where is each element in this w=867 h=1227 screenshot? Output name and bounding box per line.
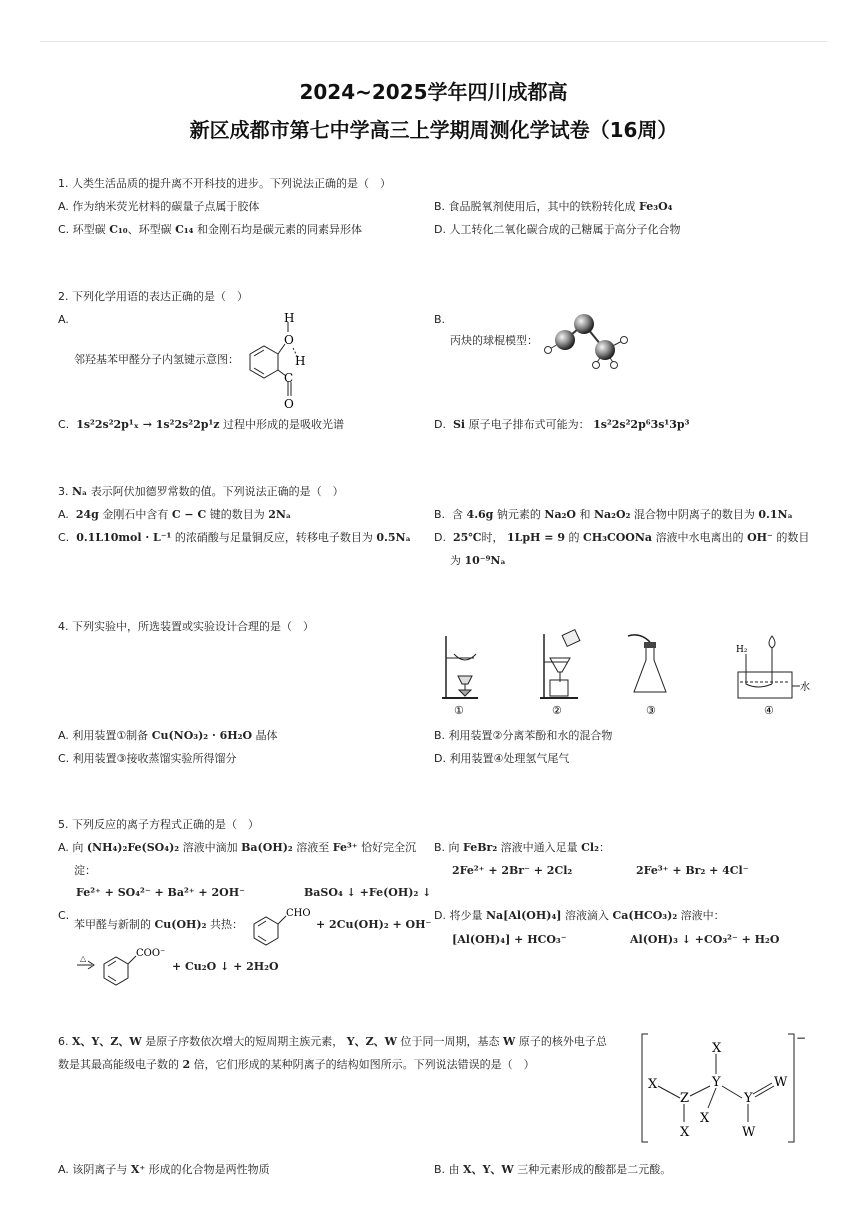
q1-option-b: B. 食品脱氧剂使用后，其中的铁粉转化成 Fe₃O₄ xyxy=(434,200,673,213)
atom-y-right: Y xyxy=(744,1091,753,1106)
h2-label: H₂ xyxy=(736,645,748,655)
q1-option-c: C. 环型碳 C₁₀、环型碳 C₁₄ 和金刚石均是碳元素的同素异形体 xyxy=(58,223,362,236)
q6-option-b: B. 由 X、Y、W 三种元素形成的酸都是二元酸。 xyxy=(434,1163,672,1176)
water-label: 水 xyxy=(800,682,810,693)
atom-y-center: Y xyxy=(712,1075,721,1090)
apparatus-label-3: ③ xyxy=(646,704,656,717)
anion-structure-diagram xyxy=(636,1030,812,1150)
q5-b-equation-right: 2Fe³⁺ + Br₂ + 4Cl⁻ xyxy=(636,864,749,877)
q2-option-b-text: 丙炔的球棍模型： xyxy=(450,334,538,347)
q2-stem: 2. 下列化学用语的表达正确的是（ ） xyxy=(58,290,248,303)
apparatus-label-2: ② xyxy=(552,704,562,717)
q6-stem-line1: 6. X、Y、Z、W 是原子序数依次增大的短周期主族元素， Y、Z、W 位于同一周期，基态 W 原子的核外电子总 xyxy=(58,1035,607,1048)
coo-label: COO⁻ xyxy=(136,948,166,959)
q3-option-a: A. 24g 金刚石中含有 C − C 键的数目为 2Nₐ xyxy=(58,508,292,521)
q4-stem: 4. 下列实验中，所选装置或实验设计合理的是（ ） xyxy=(58,620,314,633)
q3-option-d-cont: 为 10⁻⁹Nₐ xyxy=(450,554,506,567)
atom-z: Z xyxy=(680,1091,690,1106)
q5-option-a-cont: 淀： xyxy=(74,864,96,877)
q5-option-c-text: 苯甲醛与新制的 Cu(OH)₂ 共热： xyxy=(74,918,243,931)
atom-o-top: O xyxy=(284,333,294,347)
q5-c-equation-part1: + 2Cu(OH)₂ + OH⁻ xyxy=(316,918,432,931)
q6-option-a: A. 该阴离子与 X⁺ 形成的化合物是两性物质 xyxy=(58,1163,270,1176)
apparatus-label-1: ① xyxy=(454,704,464,717)
q5-stem: 5. 下列反应的离子方程式正确的是（ ） xyxy=(58,818,259,831)
page-title-line2: 新区成都市第七中学高三上学期周测化学试卷（16周） xyxy=(189,118,678,142)
propyne-ball-stick-model xyxy=(540,310,635,372)
q5-option-a: A. 向 (NH₄)₂Fe(SO₄)₂ 溶液中滴加 Ba(OH)₂ 溶液至 Fe³⁺ 恰好完全沉 xyxy=(58,841,417,854)
q2-option-c: C. 1s²2s²2p¹ₓ → 1s²2s²2p¹z 过程中形成的是吸收光谱 xyxy=(58,418,345,431)
q2-option-d: D. Si 原子电子排布式可能为： 1s²2s²2p⁶3s¹3p³ xyxy=(434,418,690,431)
atom-o-bottom: O xyxy=(284,397,294,411)
page-top-rule xyxy=(40,41,827,42)
atom-x-top: X xyxy=(712,1041,722,1056)
atom-x-bottom: X xyxy=(680,1125,690,1140)
q5-a-equation-right: BaSO₄ ↓ +Fe(OH)₂ ↓ xyxy=(304,886,432,899)
q3-stem: 3. Nₐ 表示阿伏加德罗常数的值。下列说法正确的是（ ） xyxy=(58,485,344,498)
q2-option-b-label: B. xyxy=(434,313,446,326)
q5-option-d: D. 将少量 Na[Al(OH)₄] 溶液滴入 Ca(HCO₃)₂ 溶液中： xyxy=(434,909,725,922)
page-title-line1: 2024~2025学年四川成都高 xyxy=(299,80,568,104)
q3-option-c: C. 0.1L10mol · L⁻¹ 的浓硝酸与足量铜反应，转移电子数目为 0.5Nₐ xyxy=(58,531,411,544)
q4-apparatus-figure xyxy=(428,628,820,720)
atom-w-right: W xyxy=(774,1075,788,1090)
q4-option-d: D. 利用装置④处理氢气尾气 xyxy=(434,752,570,765)
atom-x-left: X xyxy=(648,1077,658,1092)
q1-option-a: A. 作为纳米荧光材料的碳量子点属于胶体 xyxy=(58,200,260,213)
q4-option-c: C. 利用装置③接收蒸馏实验所得馏分 xyxy=(58,752,237,765)
atom-c: C xyxy=(284,371,294,385)
q5-a-equation-left: Fe²⁺ + SO₄²⁻ + Ba²⁺ + 2OH⁻ xyxy=(76,886,245,899)
apparatus-2-separation xyxy=(540,630,580,698)
q5-b-equation-left: 2Fe²⁺ + 2Br⁻ + 2Cl₂ xyxy=(452,864,573,877)
reaction-arrow-icon xyxy=(76,960,96,970)
atom-h-top: H xyxy=(284,311,295,325)
heating-delta-label: △ xyxy=(80,954,87,963)
apparatus-1-evaporation xyxy=(442,636,478,698)
q2-option-a-text: 邻羟基苯甲醛分子内氢键示意图： xyxy=(74,353,239,366)
q5-option-b: B. 向 FeBr₂ 溶液中通入足量 Cl₂： xyxy=(434,841,610,854)
apparatus-3-receiving-flask xyxy=(628,635,666,692)
atom-h-middle: H xyxy=(295,354,306,368)
q5-option-c-label: C. xyxy=(58,909,70,922)
benzoate-structure xyxy=(98,944,168,986)
q4-option-b: B. 利用装置②分离苯酚和水的混合物 xyxy=(434,729,613,742)
atom-x-lower: X xyxy=(700,1111,710,1126)
q5-d-equation-left: [Al(OH)₄] + HCO₃⁻ xyxy=(452,933,567,946)
q5-c-equation-part2: + Cu₂O ↓ + 2H₂O xyxy=(172,960,279,973)
q5-d-equation-right: Al(OH)₃ ↓ +CO₃²⁻ + H₂O xyxy=(630,933,780,946)
hydrogen-bond-structure-diagram xyxy=(240,308,320,414)
apparatus-label-4: ④ xyxy=(764,704,774,717)
q6-stem-line2: 数是其最高能级电子数的 2 倍，它们形成的某种阴离子的结构如图所示。下列说法错误的是（ ） xyxy=(58,1058,535,1071)
atom-w-bottom: W xyxy=(742,1125,756,1140)
q2-option-a-label: A. xyxy=(58,313,69,326)
q3-option-b: B. 含 4.6g 钠元素的 Na₂O 和 Na₂O₂ 混合物中阴离子的数目为 0.1Nₐ xyxy=(434,508,793,521)
apparatus-4-hydrogen-tail-gas xyxy=(736,636,810,698)
q3-option-d: D. 25℃时， 1LpH = 9 的 CH₃COONa 溶液中水电离出的 OH⁻ 的数目 xyxy=(434,531,810,544)
q1-option-d: D. 人工转化二氧化碳合成的己糖属于高分子化合物 xyxy=(434,223,681,236)
benzaldehyde-structure xyxy=(246,902,311,948)
anion-charge: − xyxy=(796,1031,807,1045)
q4-option-a: A. 利用装置①制备 Cu(NO₃)₂ · 6H₂O 晶体 xyxy=(58,729,278,742)
cho-label: CHO xyxy=(286,908,311,919)
q1-stem: 1. 人类生活品质的提升离不开科技的进步。下列说法正确的是（ ） xyxy=(58,177,391,190)
